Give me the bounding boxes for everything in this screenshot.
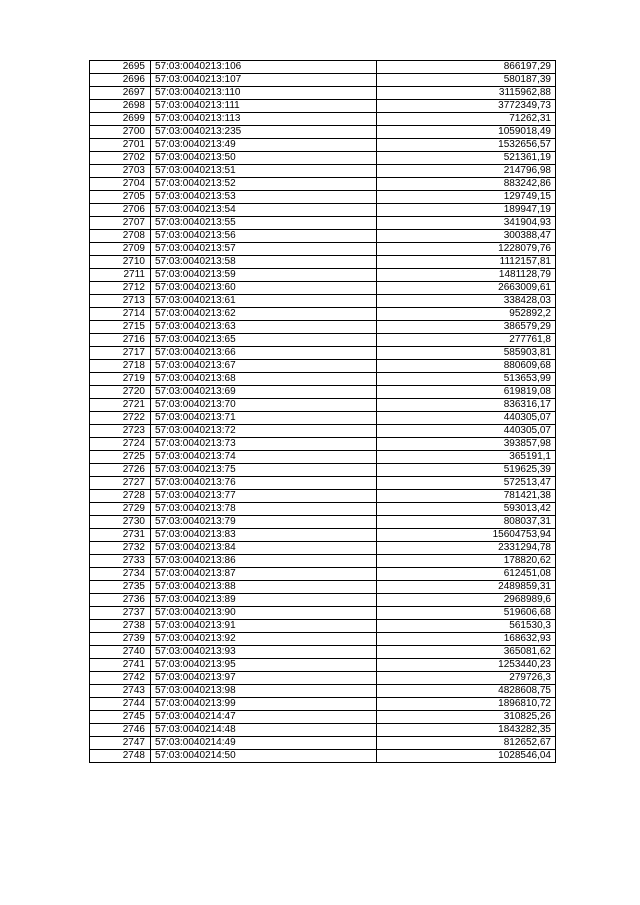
table-row [90,490,556,503]
cadastral-number-cell: 57:03:0040213:60 [151,282,377,295]
cadastral-value-cell: 836316,17 [377,399,556,412]
table-row [90,516,556,529]
table-row [90,672,556,685]
row-number-cell: 2700 [90,126,151,139]
cadastral-value-cell: 300388,47 [377,230,556,243]
row-number-cell: 2706 [90,204,151,217]
table-row [90,685,556,698]
row-number-cell: 2722 [90,412,151,425]
cadastral-value-cell: 341904,93 [377,217,556,230]
row-number-cell: 2746 [90,724,151,737]
cadastral-number-cell: 57:03:0040213:93 [151,646,377,659]
cadastral-number-cell: 57:03:0040213:57 [151,243,377,256]
cadastral-number-cell: 57:03:0040213:52 [151,178,377,191]
row-number-cell: 2709 [90,243,151,256]
row-number-cell: 2733 [90,555,151,568]
row-number-cell: 2740 [90,646,151,659]
cadastral-value-cell: 572513,47 [377,477,556,490]
cadastral-value-cell: 178820,62 [377,555,556,568]
cadastral-value-cell: 883242,86 [377,178,556,191]
cadastral-value-cell: 279726,3 [377,672,556,685]
table-row [90,139,556,152]
row-number-cell: 2723 [90,425,151,438]
cadastral-value-cell: 440305,07 [377,425,556,438]
row-number-cell: 2716 [90,334,151,347]
cadastral-value-cell: 214796,98 [377,165,556,178]
row-number-cell: 2702 [90,152,151,165]
row-number-cell: 2697 [90,87,151,100]
table-row [90,61,556,74]
cadastral-value-cell: 619819,08 [377,386,556,399]
cadastral-value-cell: 386579,29 [377,321,556,334]
cadastral-number-cell: 57:03:0040213:66 [151,347,377,360]
cadastral-value-cell: 2663009,61 [377,282,556,295]
cadastral-number-cell: 57:03:0040213:110 [151,87,377,100]
table-row [90,295,556,308]
cadastral-value-cell: 1843282,35 [377,724,556,737]
cadastral-number-cell: 57:03:0040213:56 [151,230,377,243]
cadastral-value-cell: 2968989,6 [377,594,556,607]
table-row [90,386,556,399]
row-number-cell: 2698 [90,100,151,113]
row-number-cell: 2739 [90,633,151,646]
cadastral-value-cell: 4828608,75 [377,685,556,698]
cadastral-value-cell: 189947,19 [377,204,556,217]
cadastral-value-cell: 129749,15 [377,191,556,204]
cadastral-value-cell: 440305,07 [377,412,556,425]
table-row [90,529,556,542]
table-row [90,659,556,672]
table-row [90,724,556,737]
cadastral-number-cell: 57:03:0040213:58 [151,256,377,269]
cadastral-value-cell: 519625,39 [377,464,556,477]
cadastral-value-cell: 338428,03 [377,295,556,308]
table-row [90,334,556,347]
cadastral-number-cell: 57:03:0040213:95 [151,659,377,672]
table-row [90,503,556,516]
cadastral-value-cell: 580187,39 [377,74,556,87]
table-row [90,204,556,217]
cadastral-value-cell: 612451,08 [377,568,556,581]
row-number-cell: 2720 [90,386,151,399]
cadastral-value-cell: 15604753,94 [377,529,556,542]
cadastral-number-cell: 57:03:0040213:53 [151,191,377,204]
cadastral-value-cell: 3772349,73 [377,100,556,113]
row-number-cell: 2710 [90,256,151,269]
row-number-cell: 2742 [90,672,151,685]
table-row [90,269,556,282]
cadastral-number-cell: 57:03:0040213:73 [151,438,377,451]
cadastral-number-cell: 57:03:0040213:70 [151,399,377,412]
cadastral-number-cell: 57:03:0040213:65 [151,334,377,347]
cadastral-number-cell: 57:03:0040213:107 [151,74,377,87]
table-row [90,737,556,750]
table-row [90,126,556,139]
table-row [90,373,556,386]
table-row [90,243,556,256]
cadastral-value-cell: 168632,93 [377,633,556,646]
cadastral-number-cell: 57:03:0040213:98 [151,685,377,698]
cadastral-number-cell: 57:03:0040214:48 [151,724,377,737]
row-number-cell: 2729 [90,503,151,516]
cadastral-value-cell: 3115962,88 [377,87,556,100]
table-row [90,633,556,646]
table-row [90,100,556,113]
row-number-cell: 2744 [90,698,151,711]
cadastral-value-cell: 1112157,81 [377,256,556,269]
cadastral-number-cell: 57:03:0040213:88 [151,581,377,594]
table-row [90,568,556,581]
cadastral-value-cell: 393857,98 [377,438,556,451]
cadastral-number-cell: 57:03:0040213:61 [151,295,377,308]
cadastral-value-cell: 365081,62 [377,646,556,659]
row-number-cell: 2748 [90,750,151,763]
cadastral-number-cell: 57:03:0040213:83 [151,529,377,542]
cadastral-number-cell: 57:03:0040213:63 [151,321,377,334]
cadastral-value-cell: 71262,31 [377,113,556,126]
cadastral-number-cell: 57:03:0040213:75 [151,464,377,477]
row-number-cell: 2708 [90,230,151,243]
cadastral-number-cell: 57:03:0040213:72 [151,425,377,438]
table-row [90,256,556,269]
row-number-cell: 2737 [90,607,151,620]
table-row [90,321,556,334]
table-row [90,620,556,633]
table-row [90,87,556,100]
row-number-cell: 2719 [90,373,151,386]
cadastral-number-cell: 57:03:0040213:91 [151,620,377,633]
table-row [90,594,556,607]
cadastral-number-cell: 57:03:0040214:47 [151,711,377,724]
table-row [90,646,556,659]
cadastral-value-cell: 812652,67 [377,737,556,750]
cadastral-number-cell: 57:03:0040213:78 [151,503,377,516]
table-row [90,113,556,126]
cadastral-number-cell: 57:03:0040213:55 [151,217,377,230]
table-row [90,542,556,555]
cadastral-value-cell: 880609,68 [377,360,556,373]
cadastral-number-cell: 57:03:0040213:62 [151,308,377,321]
row-number-cell: 2745 [90,711,151,724]
table-row [90,607,556,620]
cadastral-value-cell: 781421,38 [377,490,556,503]
cadastral-value-cell: 585903,81 [377,347,556,360]
row-number-cell: 2695 [90,61,151,74]
row-number-cell: 2696 [90,74,151,87]
cadastral-number-cell: 57:03:0040213:71 [151,412,377,425]
cadastral-number-cell: 57:03:0040213:89 [151,594,377,607]
cadastral-value-cell: 521361,19 [377,152,556,165]
row-number-cell: 2738 [90,620,151,633]
cadastral-number-cell: 57:03:0040213:76 [151,477,377,490]
cadastral-number-cell: 57:03:0040213:87 [151,568,377,581]
row-number-cell: 2732 [90,542,151,555]
row-number-cell: 2705 [90,191,151,204]
cadastral-value-cell: 1481128,79 [377,269,556,282]
cadastral-number-cell: 57:03:0040213:69 [151,386,377,399]
row-number-cell: 2701 [90,139,151,152]
table-row [90,217,556,230]
cadastral-value-cell: 866197,29 [377,61,556,74]
cadastral-value-cell: 1228079,76 [377,243,556,256]
row-number-cell: 2721 [90,399,151,412]
cadastral-number-cell: 57:03:0040213:84 [151,542,377,555]
cadastral-number-cell: 57:03:0040214:49 [151,737,377,750]
row-number-cell: 2747 [90,737,151,750]
row-number-cell: 2743 [90,685,151,698]
row-number-cell: 2718 [90,360,151,373]
row-number-cell: 2712 [90,282,151,295]
table-row [90,399,556,412]
table-row [90,191,556,204]
table-row [90,555,556,568]
table-row [90,581,556,594]
row-number-cell: 2741 [90,659,151,672]
cadastral-value-cell: 2331294,78 [377,542,556,555]
cadastral-value-table [89,60,556,763]
row-number-cell: 2703 [90,165,151,178]
cadastral-number-cell: 57:03:0040213:99 [151,698,377,711]
table-row [90,152,556,165]
row-number-cell: 2726 [90,464,151,477]
cadastral-number-cell: 57:03:0040213:51 [151,165,377,178]
table-row [90,438,556,451]
cadastral-number-cell: 57:03:0040213:67 [151,360,377,373]
row-number-cell: 2728 [90,490,151,503]
cadastral-value-cell: 1028546,04 [377,750,556,763]
table-row [90,230,556,243]
cadastral-number-cell: 57:03:0040213:92 [151,633,377,646]
cadastral-value-cell: 513653,99 [377,373,556,386]
table-row [90,178,556,191]
table-row [90,464,556,477]
cadastral-value-cell: 365191,1 [377,451,556,464]
table-row [90,347,556,360]
cadastral-value-cell: 2489859,31 [377,581,556,594]
cadastral-number-cell: 57:03:0040213:113 [151,113,377,126]
row-number-cell: 2731 [90,529,151,542]
row-number-cell: 2724 [90,438,151,451]
cadastral-number-cell: 57:03:0040213:59 [151,269,377,282]
table-row [90,750,556,763]
table-row [90,74,556,87]
cadastral-number-cell: 57:03:0040214:50 [151,750,377,763]
row-number-cell: 2727 [90,477,151,490]
row-number-cell: 2699 [90,113,151,126]
row-number-cell: 2736 [90,594,151,607]
row-number-cell: 2713 [90,295,151,308]
cadastral-value-cell: 808037,31 [377,516,556,529]
row-number-cell: 2734 [90,568,151,581]
table-row [90,698,556,711]
table-row [90,165,556,178]
cadastral-number-cell: 57:03:0040213:68 [151,373,377,386]
cadastral-value-cell: 277761,8 [377,334,556,347]
table-body [90,61,556,763]
cadastral-value-cell: 1532656,57 [377,139,556,152]
row-number-cell: 2730 [90,516,151,529]
table-row [90,425,556,438]
row-number-cell: 2735 [90,581,151,594]
cadastral-number-cell: 57:03:0040213:106 [151,61,377,74]
row-number-cell: 2704 [90,178,151,191]
row-number-cell: 2715 [90,321,151,334]
table-row [90,308,556,321]
table-row [90,282,556,295]
cadastral-value-cell: 1059018,49 [377,126,556,139]
row-number-cell: 2711 [90,269,151,282]
row-number-cell: 2717 [90,347,151,360]
row-number-cell: 2714 [90,308,151,321]
table-row [90,711,556,724]
cadastral-number-cell: 57:03:0040213:54 [151,204,377,217]
row-number-cell: 2725 [90,451,151,464]
cadastral-number-cell: 57:03:0040213:50 [151,152,377,165]
table-row [90,477,556,490]
cadastral-number-cell: 57:03:0040213:86 [151,555,377,568]
cadastral-value-cell: 561530,3 [377,620,556,633]
cadastral-value-cell: 593013,42 [377,503,556,516]
table-row [90,412,556,425]
cadastral-value-cell: 310825,26 [377,711,556,724]
table-row [90,360,556,373]
cadastral-number-cell: 57:03:0040213:97 [151,672,377,685]
table-row [90,451,556,464]
cadastral-number-cell: 57:03:0040213:49 [151,139,377,152]
cadastral-number-cell: 57:03:0040213:79 [151,516,377,529]
cadastral-number-cell: 57:03:0040213:111 [151,100,377,113]
cadastral-number-cell: 57:03:0040213:235 [151,126,377,139]
cadastral-number-cell: 57:03:0040213:74 [151,451,377,464]
row-number-cell: 2707 [90,217,151,230]
cadastral-number-cell: 57:03:0040213:90 [151,607,377,620]
cadastral-number-cell: 57:03:0040213:77 [151,490,377,503]
cadastral-value-cell: 519606,68 [377,607,556,620]
cadastral-value-cell: 1896810,72 [377,698,556,711]
cadastral-value-cell: 1253440,23 [377,659,556,672]
cadastral-value-cell: 952892,2 [377,308,556,321]
